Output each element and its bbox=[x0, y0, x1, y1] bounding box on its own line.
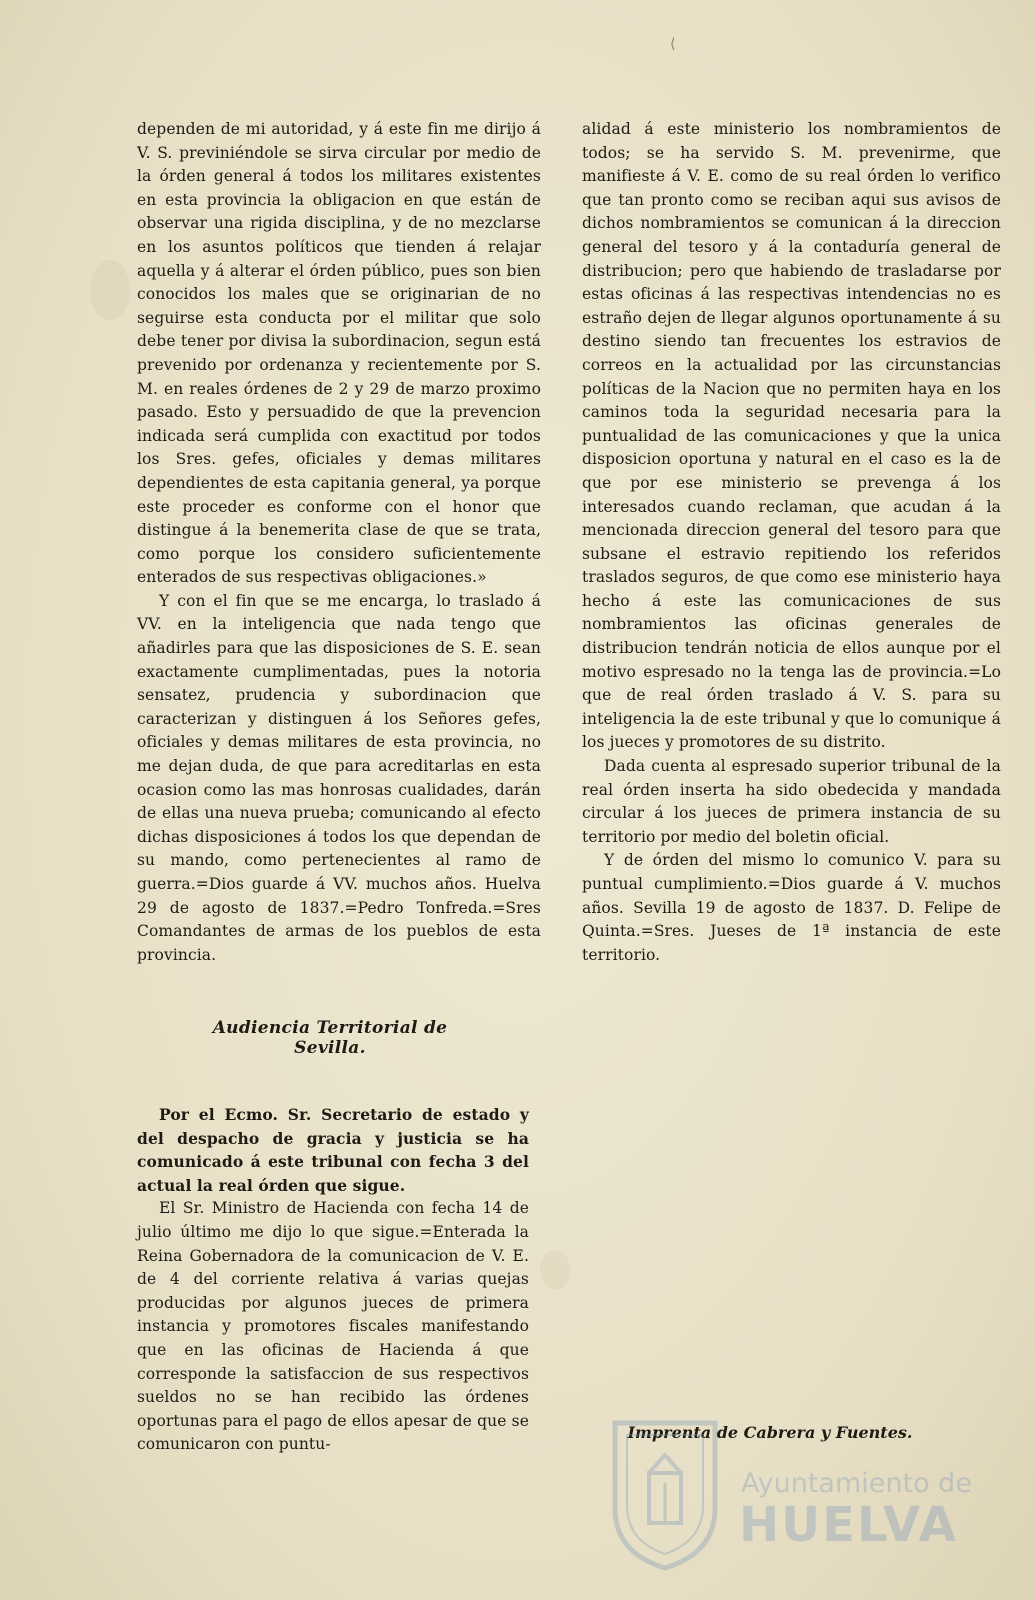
paragraph: Y con el fin que se me encarga, lo traslado á VV. en la inteligencia que nada tengo que añadirles para que las disposiciones de S. E. sean exactamente cumplimentadas, pues la notoria sensatez, prudencia y subordinacion que caracterizan y distinguen á los Señores gefes, oficiales y demas militares de esta provincia, no me dejan duda, de que para acreditarlas en esta ocasion como las mas honrosas cualidades, darán de ellas una nueva prueba; comunicando al efecto dichas disposiciones á todos los que dependan de su mando, como pertenecientes al ramo de guerra.=Dios guarde á VV. muchos años. Huelva 29 de agosto de 1837.=Pedro Tonfreda.=Sres Comandantes de armas de los pueblos de esta provincia. bbox=[137, 591, 541, 964]
paragraph: Por el Ecmo. Sr. Secretario de estado y del despacho de gracia y justicia se ha comunicado á este tribunal con fecha 3 del actual la real órden que sigue. bbox=[137, 1105, 529, 1195]
paper-stain bbox=[540, 1250, 570, 1290]
paragraph: Dada cuenta al espresado superior tribunal de la real órden inserta ha sido obedecida y mandada circular á los jueces de primera instancia de su territorio por medio del boletin oficial. bbox=[582, 757, 1001, 846]
section-heading: Audiencia Territorial de Sevilla. bbox=[212, 1018, 448, 1058]
paragraph: dependen de mi autoridad, y á este fin me dirijo á V. S. previniéndole se sirva circular por medio de la órden general á todos los militares existentes en esta provincia la obligacion en que están de observar una rigida disciplina, y de no mezclarse en los asuntos políticos que tienden á relajar aquella y á alterar el órden público, pues son bien conocidos los males que se originarian de no seguirse esta conducta por el militar que solo debe tener por divisa la subordinacion, segun está prevenido por ordenanza y recientemente por S. M. en reales órdenes de 2 y 29 de marzo proximo pasado. Esto y persuadido de que la prevencion indicada será cumplida con exactitud por todos los Sres. gefes, oficiales y demas militares dependientes de esta capitania general, ya porque este proceder es conforme con el honor que distingue á la benemerita clase de que se trata, como porque los considero suficientemente enterados de sus respectivas obligaciones.» bbox=[137, 120, 541, 587]
right-column bbox=[582, 118, 1001, 967]
watermark-line-2: HUELVA bbox=[739, 1497, 958, 1553]
watermark-line-1: Ayuntamiento de bbox=[741, 1468, 972, 1499]
left-column-top bbox=[137, 118, 541, 967]
paper-stain bbox=[90, 260, 130, 320]
paragraph: Y de órden del mismo lo comunico V. para su puntual cumplimiento.=Dios guarde á V. muchos años. Sevilla 19 de agosto de 1837. D. Felipe de Quinta.=Sres. Jueses de 1ª instancia de este territorio. bbox=[582, 851, 1001, 964]
printer-imprint: Imprenta de Cabrera y Fuentes. bbox=[627, 1423, 913, 1442]
paragraph: alidad á este ministerio los nombramientos de todos; se ha servido S. M. prevenirme, que manifieste á V. E. como de su real órden lo verifico que tan pronto como se reciban aqui sus avisos de dichos nombramientos se comunican á la direccion general del tesoro y á la contaduría general de distribucion; pero que habiendo de trasladarse por estas oficinas á las respectivas intendencias no es estraño dejen de llegar algunos oportunamente á su destino siendo tan frecuentes los estravios de correos en la actualidad por las circunstancias políticas de la Nacion que no permiten haya en los caminos toda la seguridad necesaria para la puntualidad de las comunicaciones y que la unica disposicion oportuna y natural en el caso es la de que por ese ministerio se prevenga á los interesados cuando reclaman, que acudan á la mencionada direccion general del tesoro para que subsane el estravio repitiendo los referidos traslados seguros, de que como ese ministerio haya hecho á este las comunicaciones de sus nombramientos las oficinas generales de distribucion tendrán noticia de ellos aunque por el motivo espresado no la tenga las de provincia.=Lo que de real órden traslado á V. S. para su inteligencia la de este tribunal y que lo comunique á los jueces y promotores de su distrito. bbox=[582, 120, 1001, 752]
margin-mark: ⟨ bbox=[670, 36, 676, 52]
left-column-bottom bbox=[137, 1103, 529, 1457]
paragraph: El Sr. Ministro de Hacienda con fecha 14 de julio último me dijo lo que sigue.=Enterada la Reina Gobernadora de la comunicacion de V. E. de 4 del corriente relativa á varias quejas producidas por algunos jueces de primera instancia y promotores fiscales manifestando que en las oficinas de Hacienda á que corresponde la satisfaccion de sus respectivos sueldos no se han recibido las órdenes oportunas para el pago de ellos apesar de que se comunicaron con puntu- bbox=[137, 1199, 529, 1454]
watermark bbox=[583, 1413, 1013, 1578]
coat-of-arms-icon bbox=[605, 1413, 725, 1573]
